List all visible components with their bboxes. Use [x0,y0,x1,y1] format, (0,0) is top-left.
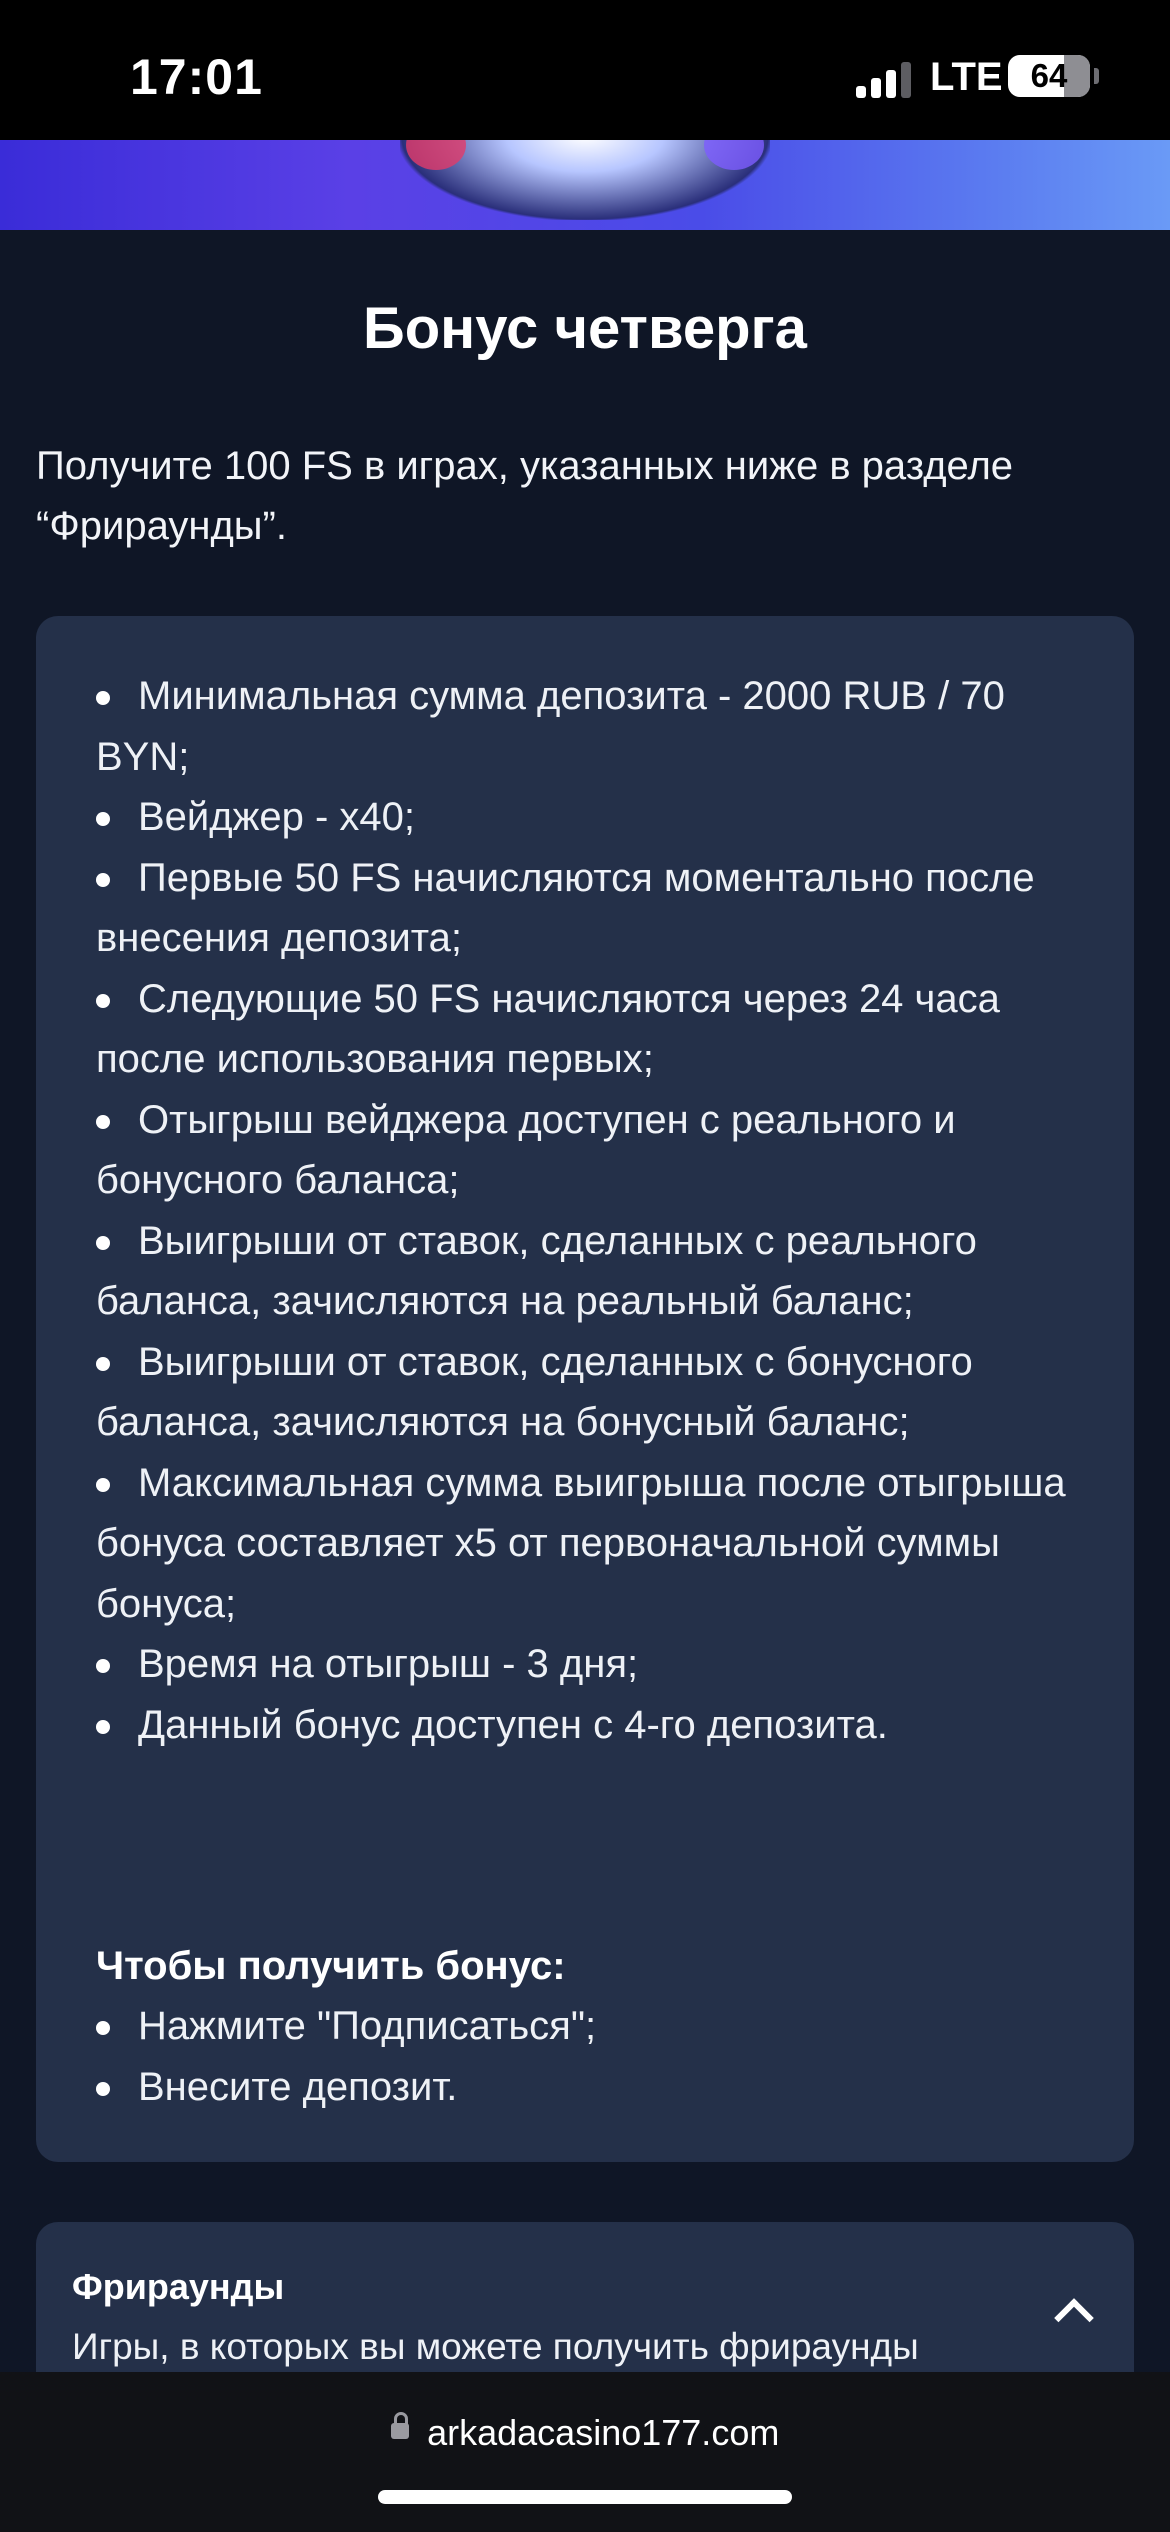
url-container[interactable] [0,2412,1170,2454]
battery-icon [1008,55,1090,97]
freerounds-title: Фрираунды [72,2266,285,2307]
how-to-get-bonus [96,1936,1106,2117]
promo-banner-image [0,140,1170,230]
page-title: Бонус четверга [363,296,807,361]
battery-tip [1094,68,1099,84]
how-to-step: Нажмите "Подписаться"; [96,1996,1106,2057]
condition-item: Минимальная сумма депозита - 2000 RUB / 70 BYN; [96,666,1106,787]
bonus-conditions-card [36,616,1134,2162]
bonus-intro-text: Получите 100 FS в играх, указанных ниже в разделе “Фрираунды”. [36,444,1014,548]
battery-level: 64 [1030,57,1068,94]
condition-item: Выигрыши от ставок, сделанных с бонусного баланса, зачисляются на бонусный баланс; [96,1332,1106,1453]
condition-item: Максимальная сумма выигрыша после отыгрыша бонуса составляет x5 от первоначальной суммы бонуса; [96,1453,1106,1635]
status-bar [0,0,1170,140]
how-to-heading: Чтобы получить бонус: [96,1944,566,1988]
banner-artwork [400,140,770,220]
how-to-steps [96,1996,1106,2117]
url-text[interactable]: arkadacasino177.com [427,2412,780,2453]
condition-item: Отыгрыш вейджера доступен с реального и бонусного баланса; [96,1090,1106,1211]
network-type: LTE [930,55,1003,99]
condition-item: Вейджер - x40; [96,787,1106,848]
how-to-step: Внесите депозит. [96,2057,1106,2118]
condition-item: Выигрыши от ставок, сделанных с реального баланса, зачисляются на реальный баланс; [96,1211,1106,1332]
condition-item: Первые 50 FS начисляются моментально после внесения депозита; [96,848,1106,969]
browser-address-bar[interactable] [0,2372,1170,2532]
freerounds-subtitle: Игры, в которых вы можете получить фрираунды [72,2326,919,2367]
chevron-up-icon[interactable] [1054,2298,1094,2338]
cellular-signal-icon [856,60,912,98]
condition-item: Следующие 50 FS начисляются через 24 часа после использования первых; [96,969,1106,1090]
condition-item: Время на отыгрыш - 3 дня; [96,1634,1106,1695]
conditions-list [96,666,1106,1755]
clock: 17:01 [130,49,263,105]
lock-icon [391,2423,409,2439]
home-indicator[interactable] [378,2490,792,2504]
condition-item: Данный бонус доступен с 4-го депозита. [96,1695,1106,1756]
